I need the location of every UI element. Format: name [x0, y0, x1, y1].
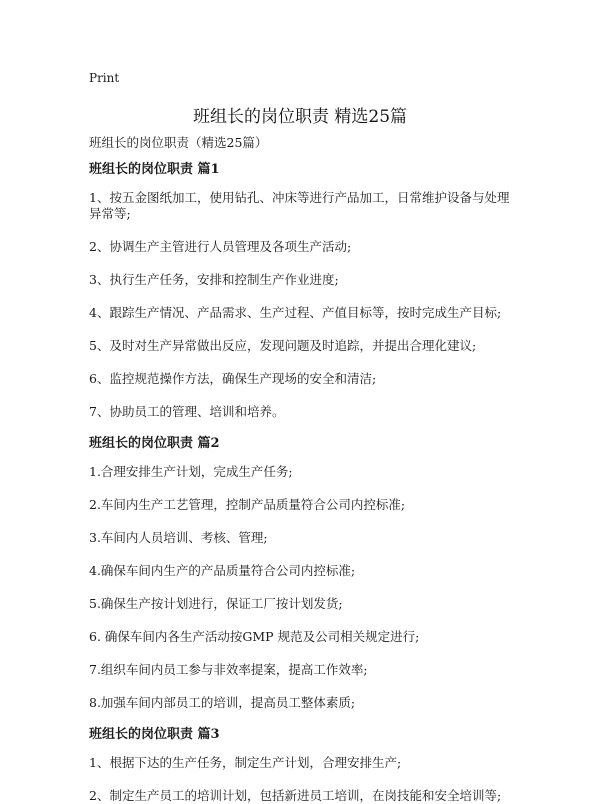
list-item: 4、跟踪生产情况、产品需求、生产过程、产值目标等，按时完成生产目标;	[89, 305, 502, 320]
list-item: 3.车间内人员培训、考核、管理;	[89, 530, 268, 545]
page-subtitle: 班组长的岗位职责（精选25篇）	[89, 135, 268, 150]
list-item: 5、及时对生产异常做出反应，发现问题及时追踪，并提出合理化建议;	[89, 338, 477, 353]
section-heading: 班组长的岗位职责 篇3	[89, 727, 220, 742]
section-heading: 班组长的岗位职责 篇1	[89, 162, 220, 177]
section-heading: 班组长的岗位职责 篇2	[89, 436, 220, 451]
page-title: 班组长的岗位职责 精选25篇	[192, 107, 408, 127]
list-item: 7.组织车间内员工参与非效率提案，提高工作效率;	[89, 662, 368, 677]
list-item: 1、按五金图纸加工，使用钻孔、冲床等进行产品加工，日常维护设备与处理异常等;	[89, 190, 510, 221]
print-label[interactable]: Print	[89, 71, 120, 85]
list-item: 2、协调生产主管进行人员管理及各项生产活动;	[89, 239, 352, 254]
document-body	[89, 161, 519, 804]
section-1	[89, 161, 519, 435]
section-3	[89, 726, 519, 804]
list-item: 1、根据下达的生产任务，制定生产计划，合理安排生产;	[89, 755, 402, 770]
list-item: 2、制定生产员工的培训计划，包括新进员工培训，在岗技能和安全培训等;	[89, 788, 502, 803]
list-item: 2.车间内生产工艺管理，控制产品质量符合公司内控标准;	[89, 497, 406, 512]
section-2	[89, 435, 519, 726]
list-item: 1.合理安排生产计划，完成生产任务;	[89, 464, 293, 479]
list-item: 4.确保车间内生产的产品质量符合公司内控标准;	[89, 563, 356, 578]
list-item: 6. 确保车间内各生产活动按GMP 规范及公司相关规定进行;	[89, 629, 420, 644]
list-item: 7、协助员工的管理、培训和培养。	[89, 404, 285, 419]
list-item: 5.确保生产按计划进行，保证工厂按计划发货;	[89, 596, 343, 611]
list-item: 3、执行生产任务，安排和控制生产作业进度;	[89, 272, 339, 287]
list-item: 6、监控规范操作方法，确保生产现场的安全和清洁;	[89, 371, 377, 386]
list-item: 8.加强车间内部员工的培训，提高员工整体素质;	[89, 695, 356, 710]
